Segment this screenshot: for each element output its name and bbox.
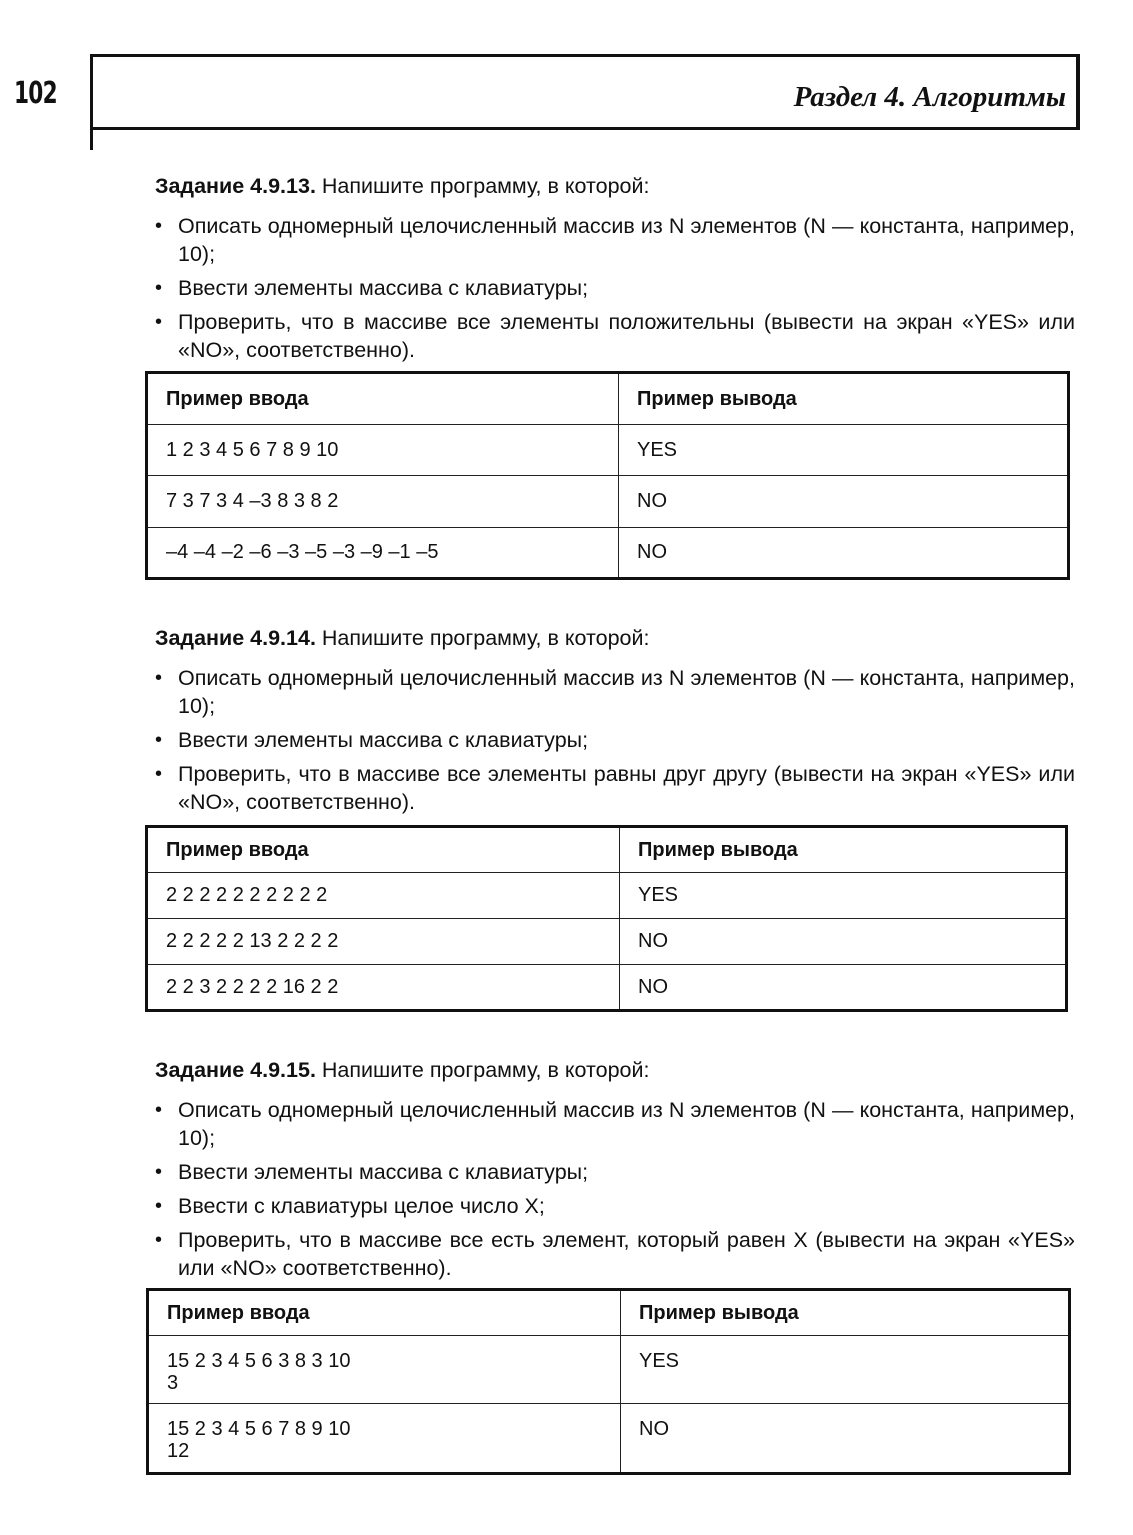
task-intro: Напишите программу, в которой: <box>321 626 650 650</box>
table-row <box>147 919 1067 965</box>
table-row <box>148 1404 1070 1474</box>
header-divider <box>90 128 93 150</box>
task-label: Задание 4.9.13. <box>155 174 316 198</box>
task-requirements <box>155 1096 1075 1282</box>
requirement-item: • Описать одномерный целочисленный массив из N элементов (N — константа, например, 10); <box>155 664 1075 720</box>
sample-output: NO <box>619 528 1069 579</box>
table-row <box>147 873 1067 919</box>
requirement-item: • Ввести элементы массива с клавиатуры; <box>155 726 1075 754</box>
sample-input: 2 2 3 2 2 2 2 16 2 2 <box>147 965 620 1011</box>
requirement-item: • Описать одномерный целочисленный массив из N элементов (N — константа, например, 10); <box>155 1096 1075 1152</box>
column-header-output: Пример вывода <box>621 1290 1070 1336</box>
sample-input: 15 2 3 4 5 6 3 8 3 10 3 <box>148 1336 621 1404</box>
sample-input: 7 3 7 3 4 –3 8 3 8 2 <box>147 476 619 528</box>
requirement-item: • Проверить, что в массиве все элементы равны друг другу (вывести на экран «YES» или «NO», соответственно). <box>155 760 1075 816</box>
task-heading <box>155 172 1075 200</box>
section-title: Раздел 4. Алгоритмы <box>793 81 1066 113</box>
sample-output: NO <box>620 919 1067 965</box>
requirement-item: • Ввести элементы массива с клавиатуры; <box>155 1158 1075 1186</box>
table-row <box>148 1336 1070 1404</box>
task-intro: Напишите программу, в которой: <box>321 174 650 198</box>
table-row <box>147 528 1069 579</box>
sample-output: NO <box>620 965 1067 1011</box>
sample-input: 15 2 3 4 5 6 7 8 9 10 12 <box>148 1404 621 1474</box>
requirement-item: • Описать одномерный целочисленный массив из N элементов (N — константа, например, 10); <box>155 212 1075 268</box>
table-header-row <box>148 1290 1070 1336</box>
column-header-input: Пример ввода <box>147 827 620 873</box>
page-header <box>90 54 1080 130</box>
task-requirements <box>155 212 1075 364</box>
sample-input: –4 –4 –2 –6 –3 –5 –3 –9 –1 –5 <box>147 528 619 579</box>
sample-input: 2 2 2 2 2 13 2 2 2 2 <box>147 919 620 965</box>
task-requirements <box>155 664 1075 816</box>
requirement-item: • Ввести элементы массива с клавиатуры; <box>155 274 1075 302</box>
task-label: Задание 4.9.14. <box>155 626 316 650</box>
sample-input: 2 2 2 2 2 2 2 2 2 2 <box>147 873 620 919</box>
task-4-9-15 <box>155 1056 1075 1288</box>
sample-table-4-9-13 <box>145 371 1070 580</box>
table-row <box>147 476 1069 528</box>
column-header-input: Пример ввода <box>148 1290 621 1336</box>
task-4-9-13 <box>155 172 1075 370</box>
table-row <box>147 425 1069 476</box>
table-row <box>147 965 1067 1011</box>
sample-input: 1 2 3 4 5 6 7 8 9 10 <box>147 425 619 476</box>
requirement-item: • Ввести с клавиатуры целое число X; <box>155 1192 1075 1220</box>
column-header-input: Пример ввода <box>147 373 619 425</box>
sample-output: YES <box>619 425 1069 476</box>
task-heading <box>155 624 1075 652</box>
column-header-output: Пример вывода <box>619 373 1069 425</box>
table-header-row <box>147 827 1067 873</box>
sample-output: YES <box>620 873 1067 919</box>
page-number: 102 <box>14 76 57 111</box>
sample-output: YES <box>621 1336 1070 1404</box>
sample-output: NO <box>619 476 1069 528</box>
sample-table-4-9-14 <box>145 825 1068 1012</box>
requirement-item: • Проверить, что в массиве все элементы положительны (вывести на экран «YES» или «NO», соответственно). <box>155 308 1075 364</box>
requirement-item: • Проверить, что в массиве все есть элемент, который равен X (вывести на экран «YES» или «NO» соответственно). <box>155 1226 1075 1282</box>
sample-table-4-9-15 <box>146 1288 1071 1475</box>
task-label: Задание 4.9.15. <box>155 1058 316 1082</box>
sample-output: NO <box>621 1404 1070 1474</box>
table-header-row <box>147 373 1069 425</box>
task-heading <box>155 1056 1075 1084</box>
column-header-output: Пример вывода <box>620 827 1067 873</box>
task-intro: Напишите программу, в которой: <box>321 1058 650 1082</box>
task-4-9-14 <box>155 624 1075 822</box>
